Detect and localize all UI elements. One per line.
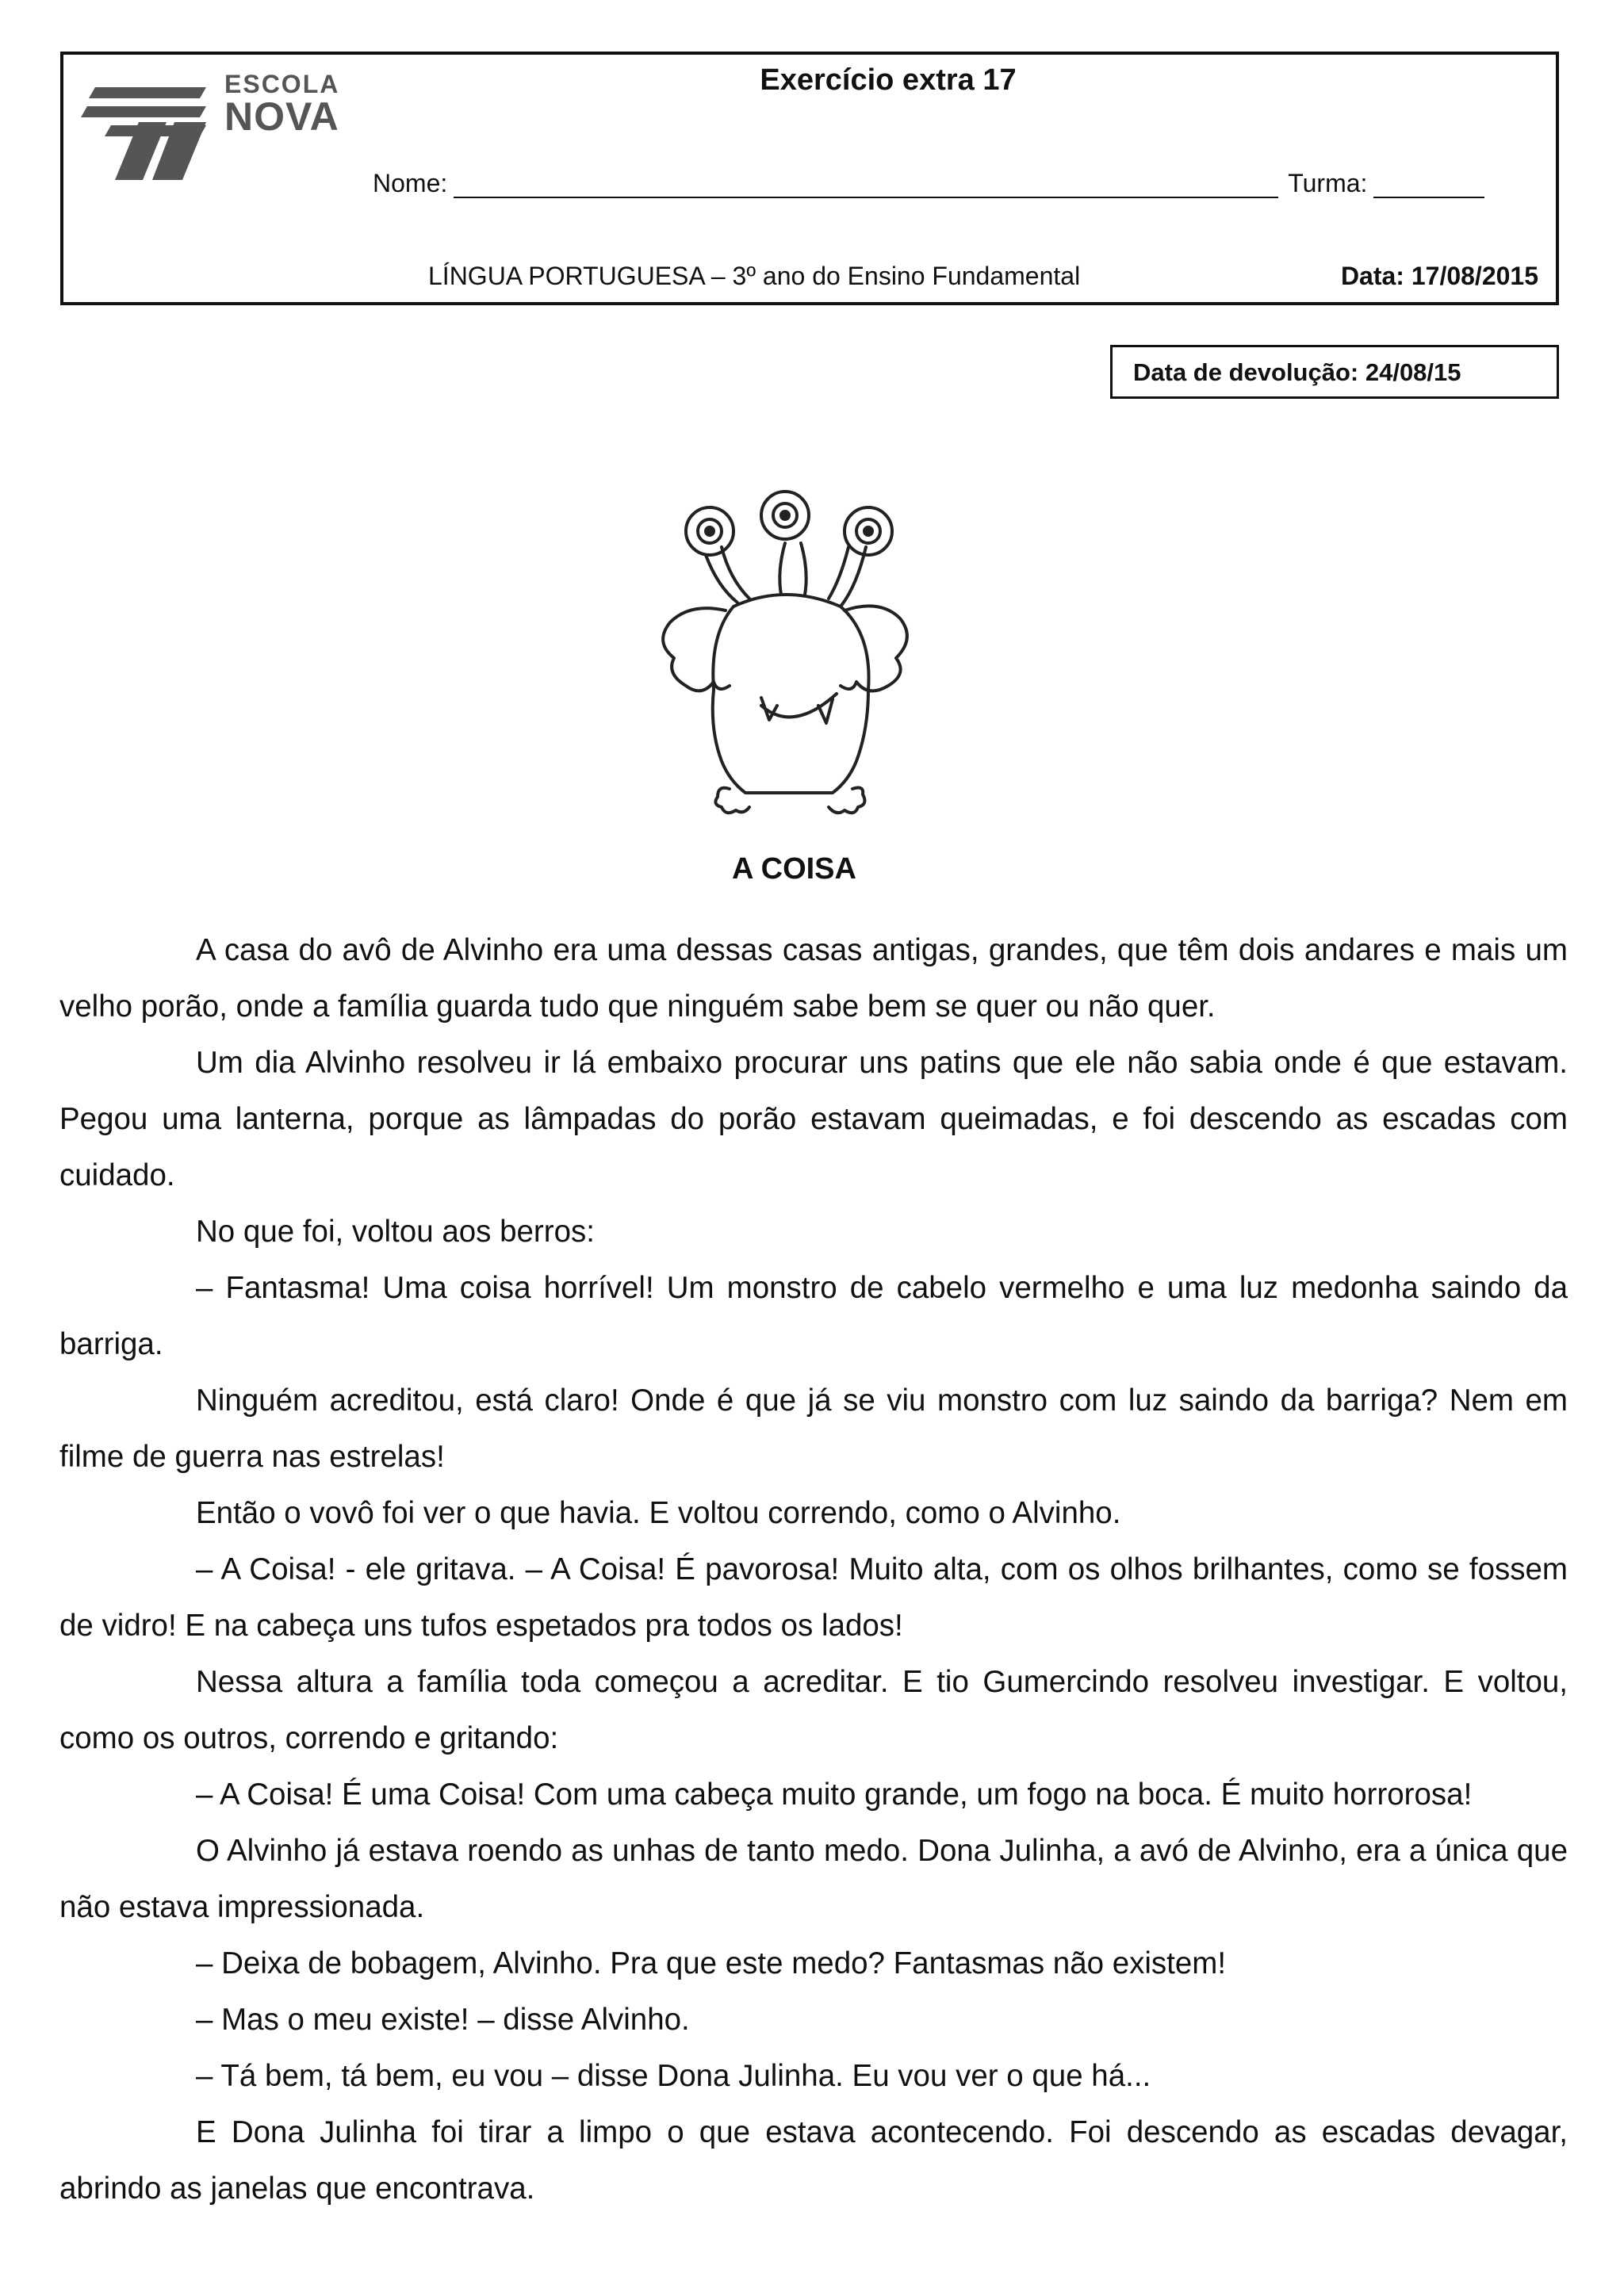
logo-text-bottom: NOVA [224,94,339,139]
paragraph: – Mas o meu existe! – disse Alvinho. [196,2003,690,2037]
paragraph: A casa do avô de Alvinho era uma dessas casas antigas, grandes, que têm dois andares e mais um velho porão, onde a família guarda tudo que ninguém sabe bem se quer ou não quer. [59,933,1568,1024]
paragraph: Nessa altura a família toda começou a acreditar. E tio Gumercindo resolveu investigar. E voltou, como os outros, correndo e gritando: [59,1665,1568,1755]
paragraph: – Tá bem, tá bem, eu vou – disse Dona Julinha. Eu vou ver o que há... [196,2059,1151,2093]
name-row [373,169,1484,198]
exercise-title: Exercício extra 17 [760,63,1017,97]
name-label: Nome: [373,169,448,197]
class-field[interactable] [1373,173,1484,198]
monster-illustration [642,468,944,825]
subject-line: LÍNGUA PORTUGUESA – 3º ano do Ensino Fundamental [428,262,1081,290]
paragraph: Então o vovô foi ver o que havia. E voltou correndo, como o Alvinho. [196,1496,1121,1530]
name-field[interactable] [454,173,1278,198]
return-date-box: Data de devolução: 24/08/15 [1110,345,1559,399]
story-title: A COISA [732,852,856,886]
story-body [59,922,1568,2217]
logo-text-top: ESCOLA [224,70,340,98]
paragraph: Um dia Alvinho resolveu ir lá embaixo procurar uns patins que ele não sabia onde é que estavam. Pegou uma lanterna, porque as lâmpadas do porão estavam queimadas, e foi descendo as escadas com cuidado. [59,1046,1568,1192]
paragraph: – Deixa de bobagem, Alvinho. Pra que este medo? Fantasmas não existem! [196,1946,1227,1980]
paragraph: E Dona Julinha foi tirar a limpo o que estava acontecendo. Foi descendo as escadas devagar, abrindo as janelas que encontrava. [59,2115,1568,2206]
paragraph: – Fantasma! Uma coisa horrível! Um monstro de cabelo vermelho e uma luz medonha saindo da barriga. [59,1271,1568,1361]
paragraph: No que foi, voltou aos berros: [196,1215,595,1249]
date-label: Data: 17/08/2015 [1340,262,1538,290]
paragraph: Ninguém acreditou, está claro! Onde é que já se viu monstro com luz saindo da barriga? Nem em filme de guerra nas estrelas! [59,1383,1568,1474]
paragraph: – A Coisa! É uma Coisa! Com uma cabeça muito grande, um fogo na boca. É muito horrorosa! [196,1777,1473,1812]
paragraph: – A Coisa! - ele gritava. – A Coisa! É pavorosa! Muito alta, com os olhos brilhantes, como se fossem de vidro! E na cabeça uns tufos espetados pra todos os lados! [59,1552,1568,1643]
paragraph: O Alvinho já estava roendo as unhas de tanto medo. Dona Julinha, a avó de Alvinho, era a única que não estava impressionada. [59,1834,1568,1924]
class-label: Turma: [1288,169,1368,197]
